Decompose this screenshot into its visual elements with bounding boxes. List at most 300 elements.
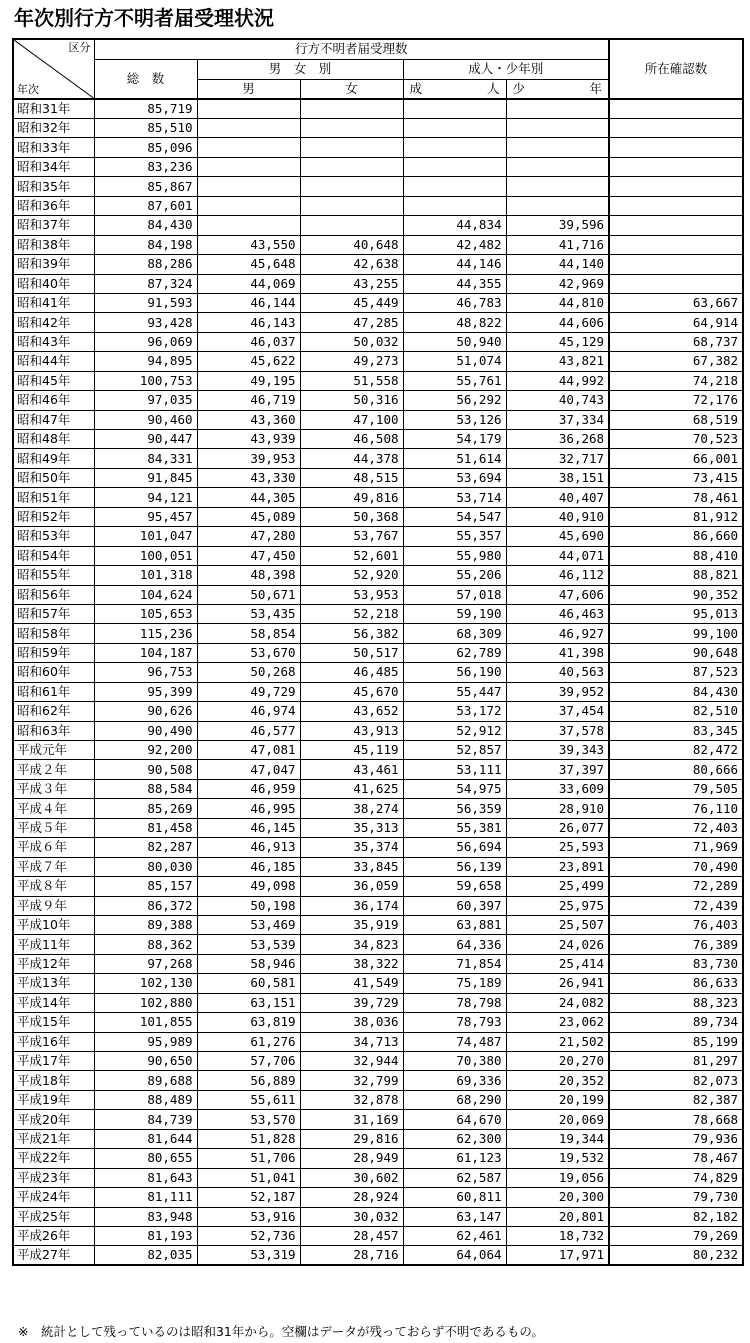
cell-year: 平成９年 <box>13 896 94 915</box>
table-row <box>13 274 743 293</box>
cell-total: 87,324 <box>94 274 197 293</box>
cell-year: 昭和44年 <box>13 352 94 371</box>
cell-confirmed: 70,490 <box>609 857 743 876</box>
cell-male: 53,435 <box>197 604 300 623</box>
table-row <box>13 371 743 390</box>
cell-female: 53,767 <box>300 527 403 546</box>
table-row <box>13 235 743 254</box>
cell-youth: 20,300 <box>506 1188 609 1207</box>
cell-total: 82,287 <box>94 838 197 857</box>
cell-adult: 46,783 <box>403 293 506 312</box>
cell-youth: 20,352 <box>506 1071 609 1090</box>
header-nenji: 年次 <box>17 83 39 96</box>
cell-adult: 64,336 <box>403 935 506 954</box>
cell-female: 50,316 <box>300 391 403 410</box>
cell-male: 52,736 <box>197 1226 300 1245</box>
cell-total: 101,855 <box>94 1013 197 1032</box>
cell-adult: 44,834 <box>403 216 506 235</box>
cell-adult <box>403 119 506 138</box>
cell-adult: 68,309 <box>403 624 506 643</box>
cell-youth: 32,717 <box>506 449 609 468</box>
cell-male: 46,185 <box>197 857 300 876</box>
cell-year: 昭和46年 <box>13 391 94 410</box>
table-row <box>13 1226 743 1245</box>
cell-youth: 37,454 <box>506 702 609 721</box>
cell-adult: 56,359 <box>403 799 506 818</box>
cell-female: 36,174 <box>300 896 403 915</box>
cell-confirmed: 63,667 <box>609 293 743 312</box>
cell-female: 46,485 <box>300 663 403 682</box>
cell-total: 84,198 <box>94 235 197 254</box>
cell-total: 88,584 <box>94 779 197 798</box>
cell-confirmed <box>609 255 743 274</box>
cell-year: 平成13年 <box>13 974 94 993</box>
cell-adult: 62,461 <box>403 1226 506 1245</box>
cell-adult: 53,111 <box>403 760 506 779</box>
cell-total: 96,753 <box>94 663 197 682</box>
cell-adult: 56,139 <box>403 857 506 876</box>
cell-confirmed: 72,403 <box>609 818 743 837</box>
table-row <box>13 741 743 760</box>
cell-male: 47,280 <box>197 527 300 546</box>
cell-confirmed <box>609 157 743 176</box>
table-row <box>13 99 743 119</box>
cell-total: 89,388 <box>94 915 197 934</box>
cell-female: 34,823 <box>300 935 403 954</box>
table-row <box>13 877 743 896</box>
cell-confirmed: 78,668 <box>609 1110 743 1129</box>
cell-male: 44,069 <box>197 274 300 293</box>
cell-male <box>197 99 300 119</box>
table-row <box>13 760 743 779</box>
header-age-group: 成人・少年別 <box>403 59 609 79</box>
cell-confirmed: 80,666 <box>609 760 743 779</box>
table-header <box>13 39 743 99</box>
table-row <box>13 255 743 274</box>
cell-female: 48,515 <box>300 468 403 487</box>
cell-female: 35,374 <box>300 838 403 857</box>
cell-year: 昭和48年 <box>13 430 94 449</box>
cell-youth: 37,334 <box>506 410 609 429</box>
cell-youth: 19,056 <box>506 1168 609 1187</box>
table-row <box>13 1188 743 1207</box>
cell-total: 104,624 <box>94 585 197 604</box>
cell-year: 平成15年 <box>13 1013 94 1032</box>
table-row <box>13 546 743 565</box>
cell-year: 昭和61年 <box>13 682 94 701</box>
cell-adult: 78,793 <box>403 1013 506 1032</box>
cell-youth: 20,270 <box>506 1052 609 1071</box>
cell-confirmed: 67,382 <box>609 352 743 371</box>
cell-confirmed: 83,730 <box>609 954 743 973</box>
cell-adult: 55,357 <box>403 527 506 546</box>
cell-male: 43,330 <box>197 468 300 487</box>
cell-youth: 44,606 <box>506 313 609 332</box>
table-row <box>13 624 743 643</box>
cell-total: 81,643 <box>94 1168 197 1187</box>
header-confirmed: 所在確認数 <box>609 39 743 99</box>
cell-male: 46,145 <box>197 818 300 837</box>
table-body <box>13 99 743 1265</box>
cell-adult: 48,822 <box>403 313 506 332</box>
cell-male: 49,195 <box>197 371 300 390</box>
cell-male: 58,854 <box>197 624 300 643</box>
cell-youth: 24,082 <box>506 993 609 1012</box>
cell-male: 50,268 <box>197 663 300 682</box>
cell-total: 100,753 <box>94 371 197 390</box>
cell-confirmed: 79,936 <box>609 1129 743 1148</box>
cell-confirmed: 81,297 <box>609 1052 743 1071</box>
cell-male: 49,098 <box>197 877 300 896</box>
cell-male: 46,719 <box>197 391 300 410</box>
cell-year: 平成22年 <box>13 1149 94 1168</box>
cell-female: 28,716 <box>300 1246 403 1266</box>
cell-total: 84,331 <box>94 449 197 468</box>
cell-adult: 55,381 <box>403 818 506 837</box>
cell-youth: 24,026 <box>506 935 609 954</box>
cell-year: 昭和39年 <box>13 255 94 274</box>
cell-male: 46,037 <box>197 332 300 351</box>
table-row <box>13 1071 743 1090</box>
cell-male: 43,360 <box>197 410 300 429</box>
cell-year: 昭和56年 <box>13 585 94 604</box>
cell-male: 47,450 <box>197 546 300 565</box>
cell-female: 36,059 <box>300 877 403 896</box>
cell-total: 115,236 <box>94 624 197 643</box>
table-row <box>13 915 743 934</box>
table-row <box>13 954 743 973</box>
cell-confirmed: 89,734 <box>609 1013 743 1032</box>
cell-youth: 38,151 <box>506 468 609 487</box>
cell-female: 49,816 <box>300 488 403 507</box>
cell-youth: 42,969 <box>506 274 609 293</box>
cell-female: 35,919 <box>300 915 403 934</box>
cell-male: 45,648 <box>197 255 300 274</box>
cell-total: 91,593 <box>94 293 197 312</box>
cell-year: 平成８年 <box>13 877 94 896</box>
cell-adult: 53,714 <box>403 488 506 507</box>
cell-year: 平成12年 <box>13 954 94 973</box>
table-row <box>13 799 743 818</box>
cell-youth: 26,077 <box>506 818 609 837</box>
cell-adult: 52,912 <box>403 721 506 740</box>
cell-total: 97,268 <box>94 954 197 973</box>
cell-year: 平成27年 <box>13 1246 94 1266</box>
page-title: 年次別行方不明者届受理状況 <box>14 6 274 30</box>
cell-female: 28,457 <box>300 1226 403 1245</box>
cell-male: 58,946 <box>197 954 300 973</box>
cell-male <box>197 196 300 215</box>
cell-total: 85,269 <box>94 799 197 818</box>
cell-male: 51,828 <box>197 1129 300 1148</box>
cell-female: 46,508 <box>300 430 403 449</box>
table-row <box>13 566 743 585</box>
cell-confirmed <box>609 99 743 119</box>
cell-year: 昭和45年 <box>13 371 94 390</box>
cell-adult: 56,292 <box>403 391 506 410</box>
cell-youth: 40,407 <box>506 488 609 507</box>
table-row <box>13 1207 743 1226</box>
cell-year: 平成24年 <box>13 1188 94 1207</box>
table-row <box>13 702 743 721</box>
cell-adult: 62,789 <box>403 643 506 662</box>
header-youth-char-1: 少 <box>512 80 526 96</box>
cell-total: 100,051 <box>94 546 197 565</box>
table-row <box>13 585 743 604</box>
cell-year: 昭和31年 <box>13 99 94 119</box>
cell-year: 平成20年 <box>13 1110 94 1129</box>
cell-adult <box>403 177 506 196</box>
cell-confirmed <box>609 216 743 235</box>
cell-confirmed: 78,461 <box>609 488 743 507</box>
cell-confirmed <box>609 196 743 215</box>
cell-male: 53,539 <box>197 935 300 954</box>
cell-year: 平成18年 <box>13 1071 94 1090</box>
cell-male: 47,047 <box>197 760 300 779</box>
table-row <box>13 721 743 740</box>
cell-year: 平成３年 <box>13 779 94 798</box>
cell-confirmed: 72,439 <box>609 896 743 915</box>
cell-youth: 37,578 <box>506 721 609 740</box>
cell-male: 45,089 <box>197 507 300 526</box>
cell-youth: 28,910 <box>506 799 609 818</box>
cell-female <box>300 119 403 138</box>
cell-year: 平成７年 <box>13 857 94 876</box>
cell-male: 46,913 <box>197 838 300 857</box>
cell-female: 32,944 <box>300 1052 403 1071</box>
cell-female <box>300 196 403 215</box>
cell-male: 46,959 <box>197 779 300 798</box>
cell-female <box>300 216 403 235</box>
cell-confirmed: 83,345 <box>609 721 743 740</box>
cell-adult: 68,290 <box>403 1090 506 1109</box>
table-row <box>13 838 743 857</box>
cell-female: 43,255 <box>300 274 403 293</box>
cell-youth <box>506 157 609 176</box>
cell-female: 44,378 <box>300 449 403 468</box>
cell-total: 81,644 <box>94 1129 197 1148</box>
cell-female: 32,878 <box>300 1090 403 1109</box>
cell-total: 81,458 <box>94 818 197 837</box>
table-row <box>13 488 743 507</box>
cell-adult <box>403 99 506 119</box>
header-corner-cell <box>13 39 94 99</box>
cell-confirmed: 68,737 <box>609 332 743 351</box>
cell-total: 80,655 <box>94 1149 197 1168</box>
cell-adult <box>403 196 506 215</box>
cell-adult: 75,189 <box>403 974 506 993</box>
cell-female: 49,273 <box>300 352 403 371</box>
cell-confirmed: 99,100 <box>609 624 743 643</box>
cell-female: 45,449 <box>300 293 403 312</box>
cell-female: 40,648 <box>300 235 403 254</box>
cell-youth: 47,606 <box>506 585 609 604</box>
table-row <box>13 818 743 837</box>
cell-confirmed: 76,110 <box>609 799 743 818</box>
cell-adult: 55,980 <box>403 546 506 565</box>
cell-male: 49,729 <box>197 682 300 701</box>
cell-adult <box>403 157 506 176</box>
table-row <box>13 1129 743 1148</box>
cell-youth: 44,810 <box>506 293 609 312</box>
table-row <box>13 1246 743 1266</box>
cell-male: 53,570 <box>197 1110 300 1129</box>
cell-youth: 43,821 <box>506 352 609 371</box>
cell-confirmed: 79,505 <box>609 779 743 798</box>
header-adult <box>403 79 506 99</box>
table-row <box>13 663 743 682</box>
cell-youth: 44,071 <box>506 546 609 565</box>
cell-female: 52,601 <box>300 546 403 565</box>
cell-year: 平成６年 <box>13 838 94 857</box>
cell-male <box>197 119 300 138</box>
cell-youth: 25,414 <box>506 954 609 973</box>
cell-female: 33,845 <box>300 857 403 876</box>
cell-confirmed: 86,633 <box>609 974 743 993</box>
cell-year: 昭和33年 <box>13 138 94 157</box>
cell-confirmed: 88,410 <box>609 546 743 565</box>
header-total: 総 数 <box>94 59 197 99</box>
cell-year: 平成元年 <box>13 741 94 760</box>
cell-adult: 63,881 <box>403 915 506 934</box>
header-adult-char-2: 人 <box>486 80 500 96</box>
cell-confirmed <box>609 177 743 196</box>
cell-year: 平成11年 <box>13 935 94 954</box>
cell-youth: 19,532 <box>506 1149 609 1168</box>
cell-adult: 55,761 <box>403 371 506 390</box>
cell-confirmed: 88,821 <box>609 566 743 585</box>
cell-male: 53,469 <box>197 915 300 934</box>
cell-adult: 62,587 <box>403 1168 506 1187</box>
cell-female: 47,100 <box>300 410 403 429</box>
cell-youth <box>506 196 609 215</box>
cell-total: 85,096 <box>94 138 197 157</box>
cell-total: 87,601 <box>94 196 197 215</box>
header-group-main: 行方不明者届受理数 <box>94 39 609 59</box>
cell-female: 43,652 <box>300 702 403 721</box>
cell-youth <box>506 119 609 138</box>
cell-total: 90,508 <box>94 760 197 779</box>
cell-youth: 23,062 <box>506 1013 609 1032</box>
cell-adult: 69,336 <box>403 1071 506 1090</box>
cell-adult: 50,940 <box>403 332 506 351</box>
cell-confirmed: 82,387 <box>609 1090 743 1109</box>
cell-female: 42,638 <box>300 255 403 274</box>
cell-female: 50,517 <box>300 643 403 662</box>
cell-male: 50,671 <box>197 585 300 604</box>
cell-year: 昭和59年 <box>13 643 94 662</box>
cell-confirmed: 88,323 <box>609 993 743 1012</box>
cell-total: 85,510 <box>94 119 197 138</box>
cell-male: 52,187 <box>197 1188 300 1207</box>
cell-youth: 45,129 <box>506 332 609 351</box>
cell-total: 90,447 <box>94 430 197 449</box>
cell-youth: 17,971 <box>506 1246 609 1266</box>
cell-total: 102,880 <box>94 993 197 1012</box>
cell-youth: 26,941 <box>506 974 609 993</box>
cell-total: 84,739 <box>94 1110 197 1129</box>
cell-total: 90,460 <box>94 410 197 429</box>
cell-year: 昭和55年 <box>13 566 94 585</box>
cell-male: 50,198 <box>197 896 300 915</box>
cell-female: 38,322 <box>300 954 403 973</box>
cell-year: 平成17年 <box>13 1052 94 1071</box>
cell-youth: 19,344 <box>506 1129 609 1148</box>
cell-adult: 64,670 <box>403 1110 506 1129</box>
table-row <box>13 993 743 1012</box>
cell-year: 昭和57年 <box>13 604 94 623</box>
cell-youth <box>506 138 609 157</box>
cell-youth: 20,069 <box>506 1110 609 1129</box>
cell-female: 53,953 <box>300 585 403 604</box>
cell-female <box>300 177 403 196</box>
cell-female: 41,549 <box>300 974 403 993</box>
cell-adult: 57,018 <box>403 585 506 604</box>
cell-female: 30,032 <box>300 1207 403 1226</box>
header-sex-group: 男 女 別 <box>197 59 403 79</box>
table-row <box>13 1032 743 1051</box>
cell-adult: 59,190 <box>403 604 506 623</box>
table-row <box>13 1090 743 1109</box>
table-row <box>13 682 743 701</box>
cell-adult: 62,300 <box>403 1129 506 1148</box>
cell-total: 91,845 <box>94 468 197 487</box>
table-row <box>13 410 743 429</box>
cell-total: 82,035 <box>94 1246 197 1266</box>
cell-female <box>300 138 403 157</box>
cell-female: 30,602 <box>300 1168 403 1187</box>
cell-year: 平成２年 <box>13 760 94 779</box>
header-kubun: 区分 <box>68 41 91 54</box>
cell-youth: 18,732 <box>506 1226 609 1245</box>
cell-year: 昭和54年 <box>13 546 94 565</box>
table-row <box>13 779 743 798</box>
cell-confirmed: 79,269 <box>609 1226 743 1245</box>
cell-adult: 51,074 <box>403 352 506 371</box>
cell-total: 94,121 <box>94 488 197 507</box>
cell-confirmed: 72,176 <box>609 391 743 410</box>
cell-female: 51,558 <box>300 371 403 390</box>
header-youth <box>506 79 609 99</box>
cell-year: 昭和41年 <box>13 293 94 312</box>
cell-total: 85,719 <box>94 99 197 119</box>
cell-total: 94,895 <box>94 352 197 371</box>
cell-year: 昭和62年 <box>13 702 94 721</box>
cell-year: 昭和49年 <box>13 449 94 468</box>
cell-total: 85,867 <box>94 177 197 196</box>
cell-youth: 45,690 <box>506 527 609 546</box>
cell-youth: 20,199 <box>506 1090 609 1109</box>
cell-year: 平成23年 <box>13 1168 94 1187</box>
cell-youth: 40,743 <box>506 391 609 410</box>
table-row <box>13 896 743 915</box>
cell-confirmed: 82,073 <box>609 1071 743 1090</box>
cell-youth: 25,593 <box>506 838 609 857</box>
table-row <box>13 1052 743 1071</box>
table-row <box>13 391 743 410</box>
cell-year: 昭和60年 <box>13 663 94 682</box>
cell-year: 昭和47年 <box>13 410 94 429</box>
cell-male: 63,819 <box>197 1013 300 1032</box>
cell-youth: 46,927 <box>506 624 609 643</box>
cell-female: 29,816 <box>300 1129 403 1148</box>
cell-youth: 41,398 <box>506 643 609 662</box>
cell-adult: 51,614 <box>403 449 506 468</box>
table-row <box>13 352 743 371</box>
cell-male: 51,706 <box>197 1149 300 1168</box>
cell-adult: 52,857 <box>403 741 506 760</box>
cell-male: 53,319 <box>197 1246 300 1266</box>
